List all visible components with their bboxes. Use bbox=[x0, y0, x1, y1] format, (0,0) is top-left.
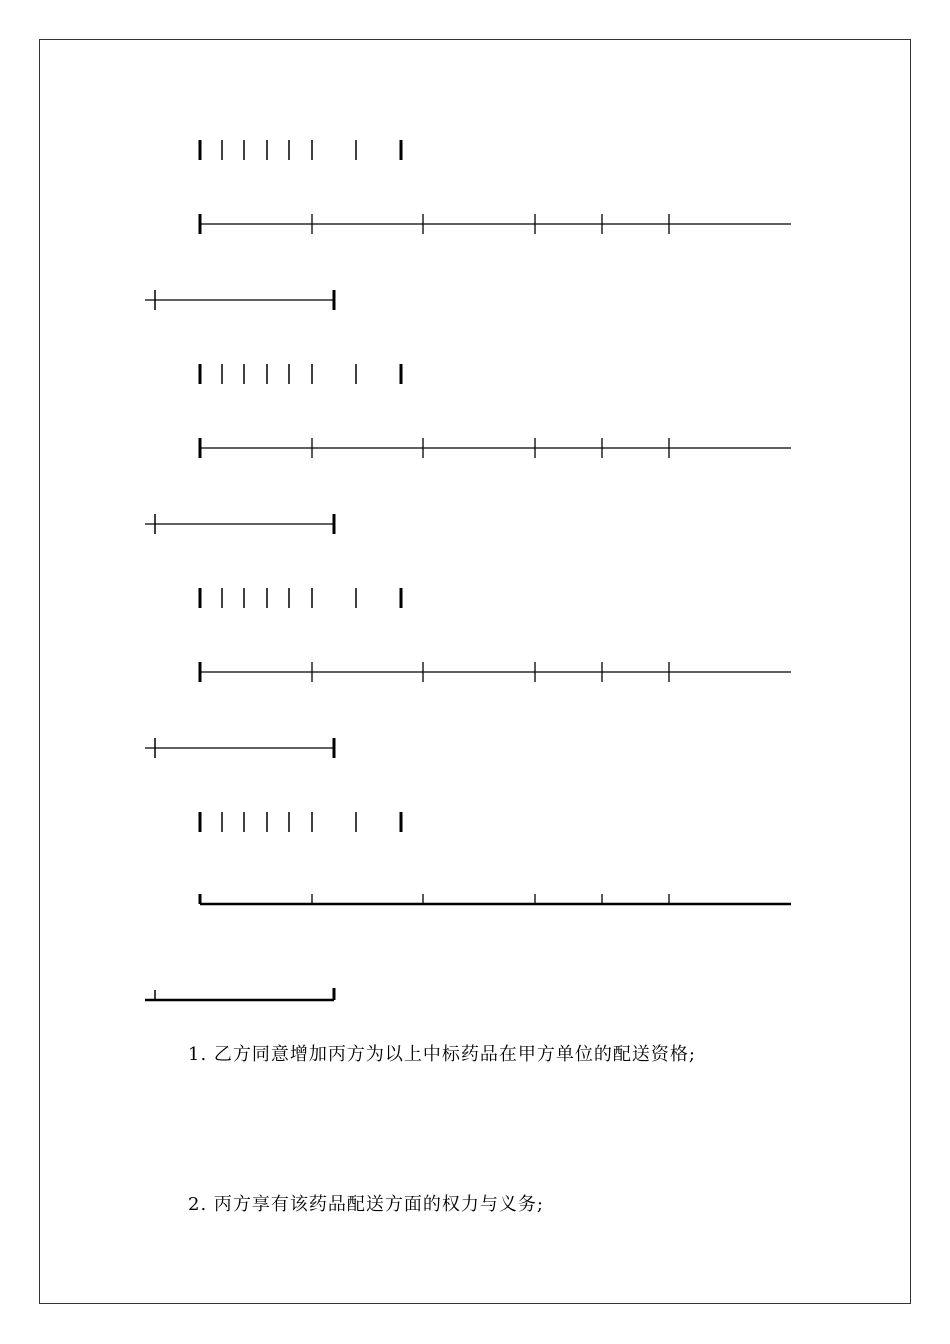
clause-1-number: 1. bbox=[188, 1044, 208, 1065]
clause-2 bbox=[188, 1190, 544, 1216]
clause-1 bbox=[188, 1040, 696, 1066]
clause-2-number: 2. bbox=[188, 1194, 208, 1215]
clause-1-text: 乙方同意增加丙方为以上中标药品在甲方单位的配送资格; bbox=[213, 1044, 696, 1065]
clause-2-text: 丙方享有该药品配送方面的权力与义务; bbox=[213, 1194, 544, 1215]
